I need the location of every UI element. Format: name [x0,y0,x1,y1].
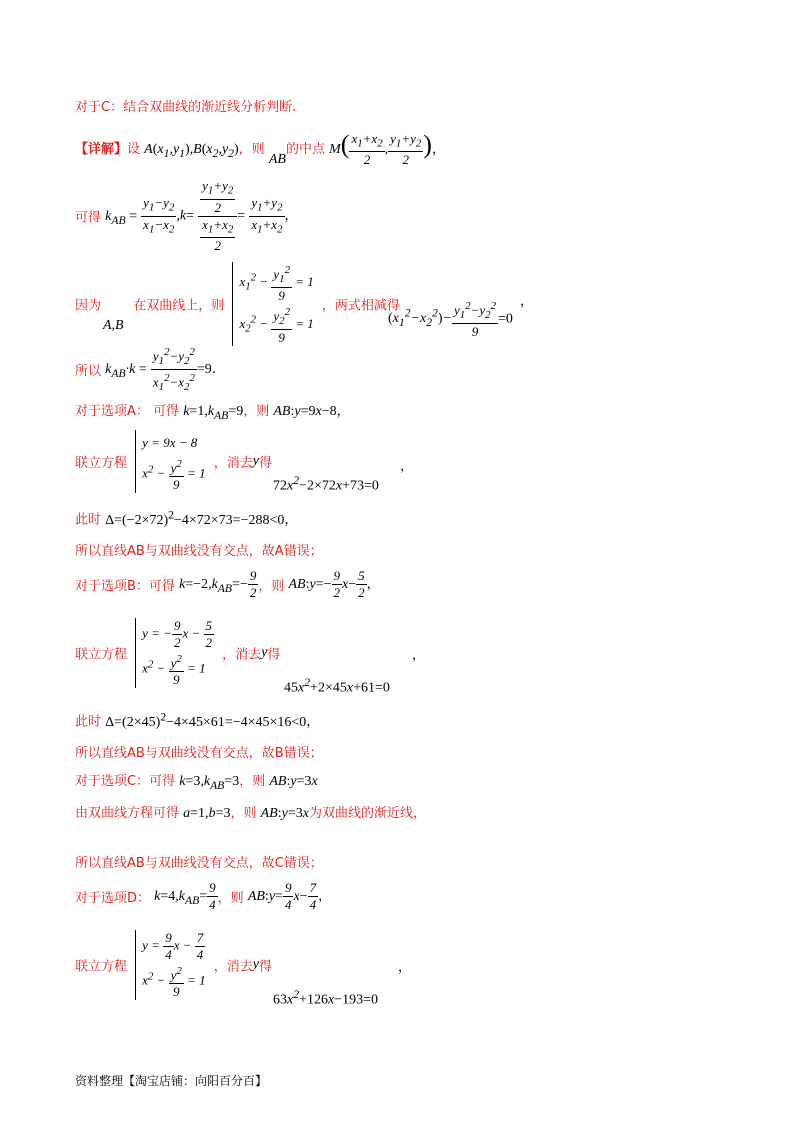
line-text: 所以 [75,363,102,379]
math: $k=-2,k_{AB}=-$ [179,577,248,595]
equation-system: $x_1^2$ − $\frac{y_1^2}{9}$ = 1 $x_2^2$ − $\frac{y_2^2}{9}$ = 1 [232,262,313,346]
line-text: ，则 [230,806,257,821]
text-line [75,852,323,871]
equation-system: y = − $\frac{9}{2}$ x − $\frac{5}{2}$ $x^2$ − $\frac{y^2}{9}$ = 1 [135,618,214,688]
line-text: 所以直线AB与双曲线没有交点，故B错误； [75,746,323,761]
line-text: ，则 [239,774,266,789]
line-text: 的中点 [285,142,325,157]
line-text: 可得 [75,210,102,226]
text-line: 此时 $\Delta=(2\times 45)^2-4\times 45\times 61=-4\times 45\times 16<0$， [75,710,320,730]
line-text: 所以直线AB与双曲线没有交点，故A错误； [75,544,323,559]
math: AB:y=− [288,577,332,592]
text-line: 联立方程 y = $\frac{9}{4}$ x − $\frac{7}{4}$ $x^2$ − $\frac{y^2}{9}$ = 1 ，消去y得 [75,930,273,1000]
text-line: 【详解】设 $A(x_1,y_1),B(x_2,y_2)$，则 AB的中点 M( $\frac{x_1+x_2}{2}$ , $\frac{y_1+y_2}{2}$ )， [75,130,445,168]
line-text: ，消去 [213,959,253,975]
line-text: ，消去 [222,647,262,663]
line-text: 由双曲线方程可得 [75,806,180,821]
text-line [75,96,296,115]
line-text: 得 [259,456,273,472]
math: $k_{AB}\cdot k$ = [105,361,147,380]
line-text: 联立方程 [75,959,128,975]
line-text: 此时 [75,714,102,730]
line-text: 此时 [75,512,102,528]
text-line [75,770,318,792]
math: AB:y= [247,889,283,904]
line-text: 对于选项A： [75,404,149,419]
detail-tag: 【详解】 [75,142,128,157]
math: $k=3,k_{AB}=3$ [179,774,240,792]
fraction: $\frac{y_1^2-y_2^2}{x_1^2-x_2^2}$ [152,346,195,393]
text-line: 对于选项D： $k=4,k_{AB}=$ $\frac{9}{4}$ ，则 AB:y= $\frac{9}{4}$ x− $\frac{7}{4}$ ， [75,880,332,912]
math: $72x^2-2\times 72x+73=0$ [273,474,379,494]
text-line: 可得 $k_{AB}$ = $\frac{y_1-y_2}{x_1-x_2}$ ,k= $\frac{\frac{y_1+y_2}{2}}{\frac{x_1+x_2}{2}}$ = $\frac{y_1+y_2}{x_1+x_2}$ ， [75,178,298,254]
fraction: $\frac{y_1-y_2}{x_1-x_2}$ [143,195,175,236]
line-text: ，则 [243,404,270,419]
line-text: 得 [259,959,273,975]
math-ab: A,B [103,318,124,333]
equation-system: y = 9x − 8 $x^2$ − $\frac{y^2}{9}$ = 1 [135,430,205,493]
line-text: 设 [127,142,141,157]
math: $45x^2+2\times 45x+61=0$ [284,676,390,696]
math: $63x^2+126x-193=0$ [273,988,378,1008]
line-text: 在双曲线上，则 [133,298,225,314]
math: $k_{AB}$ = [105,208,138,227]
line-text: ，则 [258,579,285,594]
line-text: 为双曲线的渐近线， [308,806,426,821]
text-line: 所以 $k_{AB}\cdot k$ = $\frac{y_1^2-y_2^2}{x_1^2-x_2^2}$ =9. [75,346,216,393]
text-line: 对于选项B：可得 $k=-2,k_{AB}=-$ $\frac{9}{2}$ ，则 AB:y=− $\frac{9}{2}$ x− $\frac{5}{2}$ ， [75,568,380,600]
fraction: $\frac{y_1+y_2}{x_1+x_2}$ [251,195,283,236]
line-text: 对于选项D： [75,891,151,906]
math: AB:y=3x [260,806,309,821]
text-line: 联立方程 y = − $\frac{9}{2}$ x − $\frac{5}{2}$ $x^2$ − $\frac{y^2}{9}$ = 1 ，消去y得 [75,618,281,688]
math: M( [329,130,350,159]
math: AB:y=9x−8 [273,404,337,419]
line-text: 对于选项C：可得 [75,774,176,789]
line-text: 对于选项B：可得 [75,579,175,594]
text-line [75,262,400,346]
line-text: ，则 [238,142,265,157]
text-line: 联立方程 y = 9x − 8 $x^2$ − $\frac{y^2}{9}$ = 1 ，消去y得 [75,430,272,493]
math: a=1,b=3 [183,806,231,821]
line-text: 因为 [75,298,102,314]
text-line [75,540,323,559]
math: AB [268,152,286,167]
footer-text: 资料整理【淘宝店铺：向阳百分百】 [75,1074,268,1088]
line-text: ，消去 [213,456,253,472]
line-text: 联立方程 [75,456,128,472]
math: $\Delta=(2\times 45)^2-4\times 45\times 61=-4\times 45\times 16<0$ [105,710,307,730]
text-line: 对于选项A： 可得 $k=1,k_{AB}=9$，则 AB:y=9x−8， [75,404,350,422]
text-line [75,742,323,761]
line-text: 得 [267,647,281,663]
math: AB:y=3x [269,774,318,789]
math: $k=1,k_{AB}=9$ [183,404,244,422]
line-text: ，则 [217,891,244,906]
fraction: $\frac{x_1+x_2}{2}$ [351,130,383,168]
line-text: 联立方程 [75,647,128,663]
math: $A(x_1,y_1),B(x_2,y_2)$ [144,142,239,160]
fraction: $\frac{\frac{y_1+y_2}{2}}{\frac{x_1+x_2}{2}}$ [198,178,237,254]
fraction: $\frac{y_1+y_2}{2}$ [390,130,422,168]
line-text: 对于C：结合双曲线的渐近线分析判断. [75,100,297,115]
math: $\Delta=(-2\times 72)^2-4\times 72\times 73=-288<0$ [105,508,285,528]
line-text: 所以直线AB与双曲线没有交点，故C错误； [75,856,323,871]
math: $k=4,k_{AB}=$ [154,889,208,907]
text-line [75,802,426,822]
text-line: 此时 $\Delta=(-2\times 72)^2-4\times 72\times 73=-288<0$， [75,508,298,528]
equation-system: y = $\frac{9}{4}$ x − $\frac{7}{4}$ $x^2$ − $\frac{y^2}{9}$ = 1 [135,930,205,1000]
line-text: 可得 [153,404,180,419]
math: $(x_1^2-x_2^2)-$ $\frac{y_1^2-y_2^2}{9}$ =0 [388,300,513,339]
line-text: ，两式相减得 [321,298,400,314]
